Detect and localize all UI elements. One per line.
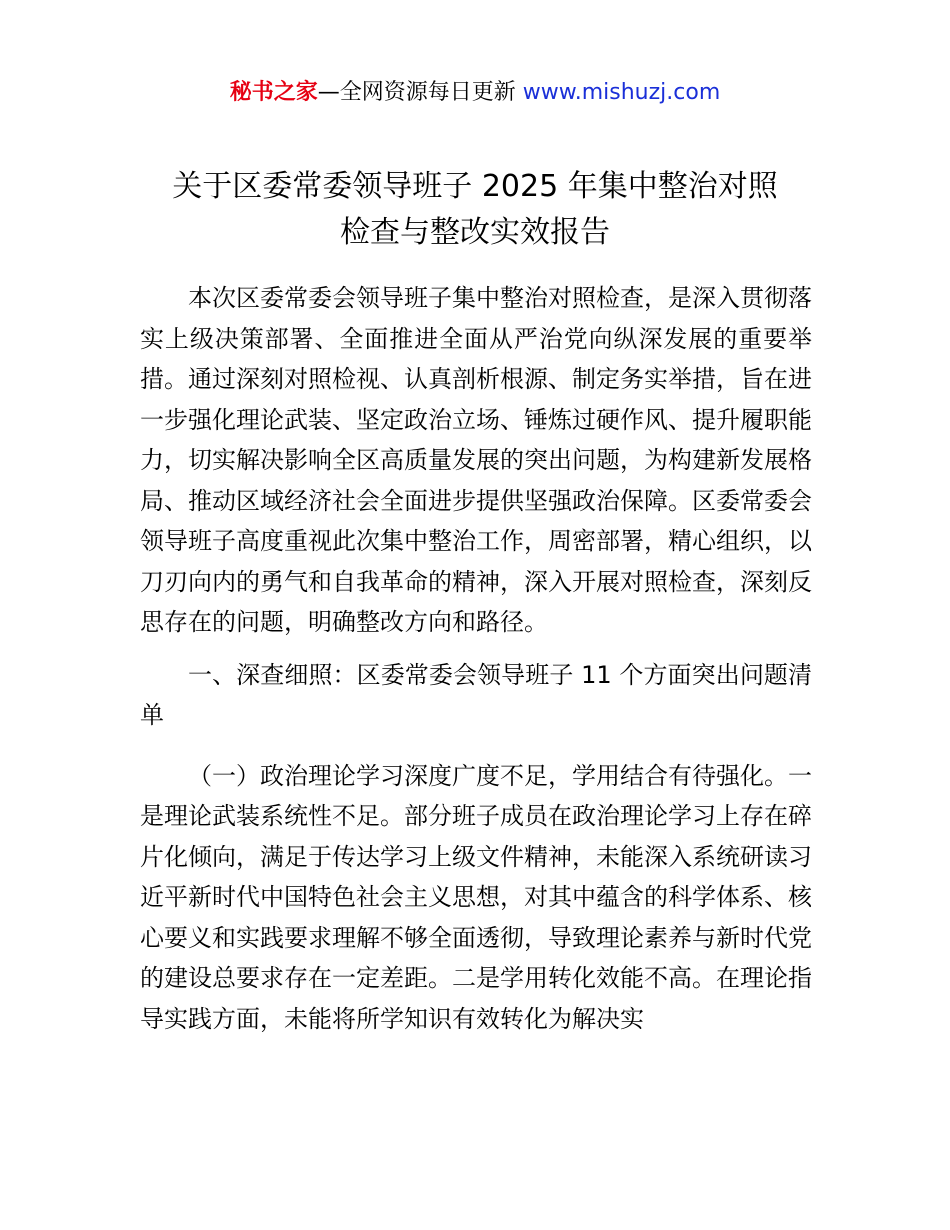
site-name: 秘书之家 [229,80,318,105]
site-tagline: —全网资源每日更新 [317,80,516,105]
subsection-paragraph-1: （一）政治理论学习深度广度不足，学用结合有待强化。一是理论武装系统性不足。部分班子成员在政治理论学习上存在碎片化倾向，满足于传达学习上级文件精神，未能深入系统研读习近平新时代中国特色社会主义思想，对其中蕴含的科学体系、核心要义和实践要求理解不够全面透彻，导致理论素养与新时代党的建设总要求存在一定差距。二是学用转化效能不高。在理论指导实践方面，未能将所学知识有效转化为解决实 [140,761,812,1033]
intro-paragraph: 本次区委常委会领导班子集中整治对照检查，是深入贯彻落实上级决策部署、全面推进全面从严治党向纵深发展的重要举措。通过深刻对照检视、认真剖析根源、制定务实举措，旨在进一步强化理论武装、坚定政治立场、锤炼过硬作风、提升履职能力，切实解决影响全区高质量发展的突出问题，为构建新发展格局、推动区域经济社会全面进步提供坚强政治保障。区委常委会领导班子高度重视此次集中整治工作，周密部署，精心组织，以刀刃向内的勇气和自我革命的精神，深入开展对照检查，深刻反思存在的问题，明确整改方向和路径。 [140,284,812,636]
section-heading-1: 一、深查细照：区委常委会领导班子 11 个方面突出问题清单 [140,660,812,729]
site-header [0,78,950,108]
title-line-2: 检查与整改实效报告 [340,215,610,250]
document-body [140,278,812,1039]
title-line-1: 关于区委常委领导班子 2025 年集中整治对照 [172,169,778,204]
document-title [100,164,850,256]
site-url-link[interactable]: www.mishuzj.com [522,80,721,105]
